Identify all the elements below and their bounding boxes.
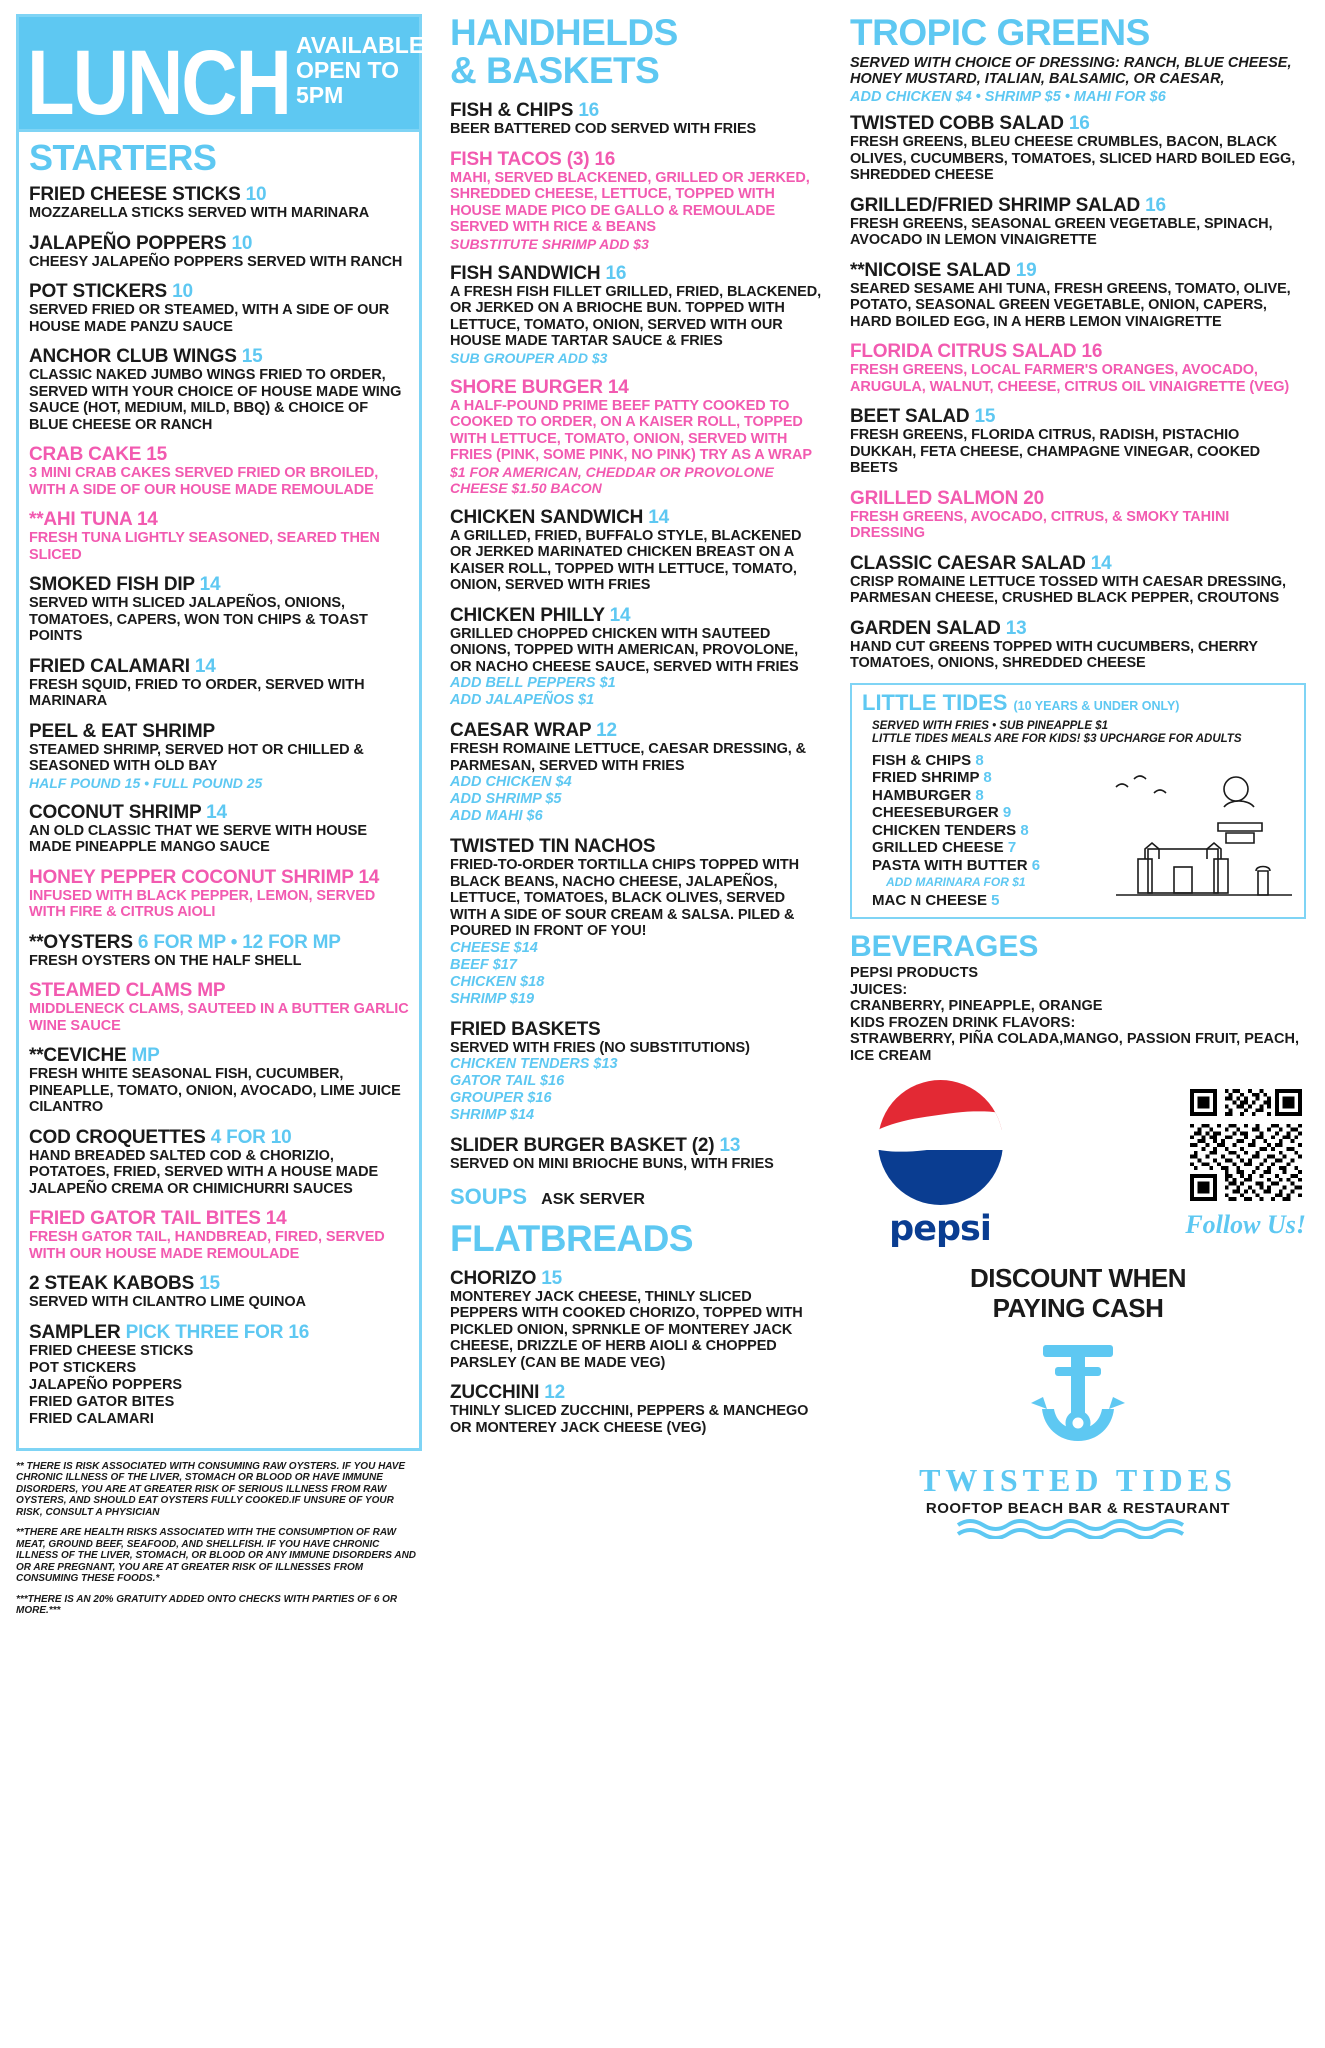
menu-item-addon: ADD SHRIMP $5 [450, 791, 562, 807]
menu-item-description: SERVED WITH CILANTRO LIME QUINOA [29, 1294, 306, 1310]
menu-item-addon: ADD MAHI $6 [450, 808, 543, 824]
menu-item [850, 341, 1306, 395]
starters-title: STARTERS [29, 137, 217, 178]
little-tides-box [850, 683, 1306, 920]
menu-item [450, 1135, 822, 1173]
menu-item-description: STEAMED SHRIMP, SERVED HOT OR CHILLED & SEASONED WITH OLD BAY [29, 741, 364, 774]
menu-item-label: BEET SALAD [850, 406, 970, 427]
menu-item-price: 14 [602, 376, 629, 398]
menu-item-description: BEER BATTERED COD SERVED WITH FRIES [450, 121, 757, 137]
menu-item [450, 605, 822, 710]
pepsi-wordmark: pepsi [889, 1209, 991, 1249]
menu-item-label: STEAMED CLAMS MP [29, 980, 226, 1001]
soups-label: SOUPS [450, 1183, 528, 1209]
menu-item [29, 509, 409, 563]
menu-item-name [29, 721, 409, 742]
menu-item-price: 16 [600, 262, 627, 284]
menu-item [850, 406, 1306, 477]
menu-item-addon: CHICKEN TENDERS $13 [450, 1056, 618, 1072]
menu-item-description: SERVED ON MINI BRIOCHE BUNS, WITH FRIES [450, 1156, 774, 1172]
menu-item-description: A GRILLED, FRIED, BUFFALO STYLE, BLACKENED OR JERKED MARINATED CHICKEN BREAST ON A KAISER ROLL, TOPPED WITH LETTUCE, TOMATO, ONION, SERVED WITH FRIES [450, 527, 802, 593]
menu-item-price: 13 [1000, 617, 1027, 639]
soups-row [450, 1184, 822, 1210]
handhelds-title-line2: & BASKETS [450, 50, 660, 91]
menu-item [29, 656, 409, 710]
little-tides-item-price: 8 [971, 751, 984, 769]
little-tides-item-name: FRIED SHRIMP [872, 769, 980, 786]
menu-item-name [450, 1382, 822, 1403]
beverages-title: BEVERAGES [850, 930, 1039, 963]
menu-item-name [850, 553, 1306, 574]
menu-item-description: MAHI, SERVED BLACKENED, GRILLED OR JERKED, SHREDDED CHEESE, LETTUCE, TOPPED WITH HOUSE MADE PICO DE GALLO & REMOULADE SERVED WITH RICE & BEANS [450, 169, 810, 235]
little-tides-item-price: 7 [1003, 839, 1017, 856]
menu-item-description: MONTEREY JACK CHEESE, THINLY SLICED PEPPERS WITH COOKED CHORIZO, TOPPED WITH PICKLED ONION, SPRNKLE OF MONTEREY JACK CHEESE, DRIZZLE OF HERB AIOLI & CHOPPED PARSLEY (CAN BE MADE VEG) [450, 1288, 803, 1371]
menu-item-name [29, 980, 409, 1001]
menu-item-addon: BEEF $17 [450, 956, 517, 973]
menu-item-description: THINLY SLICED ZUCCHINI, PEPPERS & MANCHEGO OR MONTEREY JACK CHEESE (VEG) [450, 1403, 809, 1436]
menu-item-price: 15 [536, 1267, 563, 1289]
menu-item-name [29, 656, 409, 677]
menu-item-addon: CHICKEN $18 [450, 973, 545, 990]
menu-item-name [450, 377, 822, 398]
menu-item-label: FRIED CALAMARI [29, 655, 190, 677]
menu-item-description: SERVED FRIED OR STEAMED, WITH A SIDE OF OUR HOUSE MADE PANZU SAUCE [29, 302, 390, 335]
menu-item-subnote: SUBSTITUTE SHRIMP ADD $3 [450, 235, 649, 252]
waves-icon [953, 1517, 1203, 1539]
menu-item-label: POT STICKERS [29, 281, 168, 302]
menu-item-description: MOZZARELLA STICKS SERVED WITH MARINARA [29, 205, 370, 221]
menu-item-addon: SHRIMP $19 [450, 990, 535, 1007]
menu-item-price: 16 [1140, 194, 1166, 216]
menu-item-price: 10 [226, 232, 253, 254]
menu-item-description: FRESH ROMAINE LETTUCE, CAESAR DRESSING, & PARMESAN, SERVED WITH FRIES [450, 741, 807, 774]
menu-item [450, 1019, 822, 1125]
menu-item-description: SERVED WITH SLICED JALAPEÑOS, ONIONS, TOMATOES, CAPERS, WON TON CHIPS & TOAST POINTS [29, 595, 368, 644]
sampler-choice: FRIED GATOR BITES [29, 1393, 175, 1410]
menu-item-label: SLIDER BURGER BASKET (2) [450, 1135, 715, 1156]
menu-item [850, 260, 1306, 331]
menu-item-label: CRAB CAKE [29, 444, 142, 465]
menu-item-description: FRESH GREENS, BLEU CHEESE CRUMBLES, BACON, BLACK OLIVES, CUCUMBERS, TOMATOES, SLICED HARD BOILED EGG, SHREDDED CHEESE [850, 134, 1296, 183]
menu-item-name [450, 1268, 822, 1289]
menu-item-price: 14 [189, 655, 216, 677]
menu-item-price: 16 [573, 100, 600, 121]
little-tides-item-name: FISH & CHIPS [872, 751, 972, 769]
menu-item-description: FRESH GREENS, AVOCADO, CITRUS, & SMOKY TAHINI DRESSING [850, 508, 1230, 541]
little-tides-item-name: GRILLED CHEESE [872, 839, 1004, 856]
menu-item [450, 263, 822, 366]
menu-item-label: FISH & CHIPS [450, 100, 574, 121]
menu-item [29, 184, 409, 222]
menu-item-price: 15 [194, 1273, 220, 1294]
menu-item-subnote: $1 FOR AMERICAN, CHEDDAR OR PROVOLONE CHEESE $1.50 BACON [450, 463, 774, 496]
menu-item-subnote: SUB GROUPER ADD $3 [450, 349, 608, 366]
starters-list [29, 184, 409, 1311]
menu-item-price: 14 [260, 1208, 287, 1229]
menu-item [29, 721, 409, 791]
menu-item-name [29, 932, 409, 953]
menu-item-name [450, 1135, 822, 1156]
column-left [16, 14, 436, 2034]
disclaimer-paragraph: **THERE ARE HEALTH RISKS ASSOCIATED WITH THE CONSUMPTION OF RAW MEAT, GROUND BEEF, SEAFOOD, AND SHELLFISH. IF YOU HAVE CHRONIC ILLNESS OF THE LIVER, STOMACH, OR BLOOD OR ANY IMMUNE DISORDERS AND OR ARE PREGNANT, YOU ARE AT GREATER RISK OF ILLNESSES FROM CONSUMING THESE FOODS.* [16, 1527, 417, 1584]
menu-item-name [850, 113, 1306, 134]
menu-item-addon: SHRIMP $14 [450, 1107, 535, 1123]
menu-item-label: GRILLED SALMON [850, 487, 1019, 509]
lunch-available-label: AVAILABLE [295, 32, 425, 58]
lunch-title: LUNCH [27, 30, 290, 135]
menu-item [450, 100, 822, 138]
menu-item-addon: ADD JALAPEÑOS $1 [450, 692, 595, 708]
menu-item-name [29, 184, 409, 205]
little-tides-item-price: 5 [987, 891, 1000, 909]
flatbreads-title: FLATBREADS [450, 1217, 694, 1259]
menu-item [29, 233, 409, 271]
lunch-open-to-label: OPEN TO [295, 57, 400, 83]
little-tides-age-note: (10 YEARS & UNDER ONLY) [1013, 698, 1180, 713]
little-tides-item-price: 8 [1016, 821, 1029, 839]
menu-item-description: FRESH GATOR TAIL, HANDBREAD, FIRED, SERVED WITH OUR HOUSE MADE REMOULADE [29, 1229, 385, 1262]
menu-item-label: **NICOISE SALAD [850, 259, 1011, 281]
menu-item-addon: ADD BELL PEPPERS $1 [450, 675, 616, 691]
menu-item-price: 16 [1076, 341, 1103, 362]
logo-name: TWISTED TIDES [919, 1462, 1237, 1498]
sampler-price: PICK THREE FOR 16 [125, 1321, 310, 1343]
menu-item-name [850, 618, 1306, 639]
menu-item-name [29, 1208, 409, 1229]
menu-item [29, 574, 409, 645]
beverage-line: JUICES: [850, 981, 908, 998]
menu-item-description: FRESH SQUID, FRIED TO ORDER, SERVED WITH MARINARA [29, 676, 365, 709]
menu-item-price: 14 [643, 506, 669, 528]
column-right [836, 14, 1306, 2034]
menu-item [29, 1045, 409, 1116]
menu-item-name [850, 406, 1306, 427]
menu-item-name [450, 149, 822, 170]
sampler-choice: JALAPEÑO POPPERS [29, 1376, 183, 1393]
menu-item-name [29, 233, 409, 254]
menu-item-price: 15 [969, 406, 996, 427]
menu-item-label: FRIED CHEESE STICKS [29, 184, 241, 205]
menu-item [450, 720, 822, 825]
little-tides-sub2: LITTLE TIDES MEALS ARE FOR KIDS! $3 UPCHARGE FOR ADULTS [872, 732, 1242, 745]
starters-panel [16, 132, 422, 1451]
menu-item [29, 980, 409, 1034]
menu-item-name [450, 263, 822, 284]
menu-item [29, 1208, 409, 1262]
menu-item-label: CAESAR WRAP [450, 720, 592, 741]
menu-item-label: CHORIZO [450, 1267, 537, 1289]
little-tides-item-price: 9 [998, 804, 1012, 821]
menu-item-price: 12 [539, 1382, 565, 1403]
menu-item [450, 507, 822, 594]
disclaimer-paragraph: ***THERE IS AN 20% GRATUITY ADDED ONTO CHECKS WITH PARTIES OF 6 OR MORE.*** [16, 1593, 398, 1616]
menu-item-price: 20 [1018, 487, 1045, 509]
menu-item-label: ANCHOR CLUB WINGS [29, 346, 237, 367]
menu-item-label: JALAPEÑO POPPERS [29, 232, 227, 254]
menu-item-price: 10 [167, 281, 193, 302]
little-tides-item-name: MAC N CHEESE [872, 891, 988, 909]
little-tides-item-name: HAMBURGER [872, 786, 972, 804]
menu-item-name [850, 488, 1306, 509]
greens-dressing-note: SERVED WITH CHOICE OF DRESSING: RANCH, BLUE CHEESE, HONEY MUSTARD, ITALIAN, BALSAMIC, OR CAESAR, [850, 55, 1292, 87]
menu-item-description: FRESH GREENS, SEASONAL GREEN VEGETABLE, SPINACH, AVOCADO IN LEMON VINAIGRETTE [850, 215, 1273, 248]
little-tides-item-price: 8 [979, 769, 992, 786]
menu-item-name [29, 1045, 409, 1066]
menu-item-label: FRIED BASKETS [450, 1018, 601, 1040]
lunch-time-label: 5PM [295, 82, 344, 108]
menu-item-label: ZUCCHINI [450, 1382, 540, 1403]
menu-item-price: 15 [236, 346, 263, 367]
handhelds-title-line1: HANDHELDS [450, 12, 678, 53]
menu-item-description: SEARED SESAME AHI TUNA, FRESH GREENS, TOMATO, OLIVE, POTATO, SEASONAL GREEN VEGETABLE, ONION, CAPERS, HARD BOILED EGG, IN A HERB LEMON VINAIGRETTE [850, 280, 1291, 330]
pepsi-logo [850, 1080, 1030, 1249]
menu-item-name [450, 836, 822, 857]
menu-item [450, 377, 822, 496]
menu-item-label: HONEY PEPPER COCONUT SHRIMP [29, 866, 354, 888]
menu-item [29, 867, 409, 921]
menu-columns [16, 14, 1309, 2034]
menu-item [850, 113, 1306, 184]
menu-item-label: SHORE BURGER [450, 376, 603, 398]
menu-item-label: FISH SANDWICH [450, 262, 601, 284]
menu-item-name [450, 100, 822, 121]
little-tides-subnotes [872, 720, 1296, 746]
sampler-choice: FRIED CHEESE STICKS [29, 1342, 194, 1359]
menu-item-description: CLASSIC NAKED JUMBO WINGS FRIED TO ORDER, SERVED WITH YOUR CHOICE OF HOUSE MADE WING SAUCE (HOT, MEDIUM, MILD, BBQ) & CHOICE OF BLUE CHEESE OR RANCH [29, 367, 402, 433]
menu-item-name [450, 507, 822, 528]
menu-item-description: 3 MINI CRAB CAKES SERVED FRIED OR BROILED, WITH A SIDE OF OUR HOUSE MADE REMOULADE [29, 465, 379, 498]
sampler-label: SAMPLER [29, 1321, 121, 1343]
handhelds-list [450, 100, 822, 1173]
menu-item-name [850, 260, 1306, 281]
menu-item-description: A HALF-POUND PRIME BEEF PATTY COOKED TO COOKED TO ORDER, ON A KAISER ROLL, TOPPED WITH LETTUCE, TOMATO, ONION, SERVED WITH FRIES (PINK, SOME PINK, NO PINK) TRY AS A WRAP [450, 397, 812, 463]
menu-item-addon: GATOR TAIL $16 [450, 1073, 565, 1089]
sampler-choice: FRIED CALAMARI [29, 1410, 154, 1427]
menu-item-price: 16 [1063, 113, 1090, 134]
little-tides-item-note: ADD MARINARA FOR $1 [886, 875, 1026, 889]
menu-item-addon: GROUPER $16 [450, 1090, 552, 1106]
menu-item-price: 13 [714, 1135, 741, 1156]
menu-item [29, 1127, 409, 1198]
menu-item-name [850, 341, 1306, 362]
menu-item-description: CRISP ROMAINE LETTUCE TOSSED WITH CAESAR DRESSING, PARMESAN CHEESE, CRUSHED BLACK PEPPER, CROUTONS [850, 573, 1286, 606]
menu-item-price: 15 [141, 444, 168, 465]
beverage-line: STRAWBERRY, PIÑA COLADA,MANGO, PASSION FRUIT, PEACH, ICE CREAM [850, 1031, 1299, 1064]
lunch-availability [296, 33, 424, 108]
menu-item-label: SMOKED FISH DIP [29, 574, 195, 595]
menu-item-label: **CEVICHE [29, 1045, 127, 1066]
greens-title: TROPIC GREENS [850, 12, 1150, 53]
menu-item-label: PEEL & EAT SHRIMP [29, 720, 215, 742]
little-tides-title [862, 691, 1296, 718]
lunch-header [16, 14, 425, 135]
menu-item [450, 1268, 822, 1372]
qr-code-icon[interactable] [1190, 1089, 1302, 1201]
greens-addons: ADD CHICKEN $4 • SHRIMP $5 • MAHI FOR $6 [850, 89, 1166, 105]
menu-item [850, 488, 1306, 542]
cash-discount-note [850, 1263, 1306, 1323]
little-tides-item-name: CHICKEN TENDERS [872, 821, 1017, 839]
menu-item-description: FRESH WHITE SEASONAL FISH, CUCUMBER, PINEAPLLE, TOMATO, ONION, AVOCADO, LIME JUICE CILANTRO [29, 1066, 401, 1115]
menu-item [850, 618, 1306, 672]
menu-item-name [29, 509, 409, 530]
menu-item-description: FRIED-TO-ORDER TORTILLA CHIPS TOPPED WITH BLACK BEANS, NACHO CHEESE, JALAPEÑOS, LETTUCE, TOMATOES, BLACK OLIVES, SERVED WITH A SIDE OF SOUR CREAM & SALSA. PILED & POURED IN FRONT OF YOU! [450, 857, 800, 939]
little-tides-label: LITTLE TIDES [862, 689, 1008, 715]
menu-item-description: FRESH GREENS, FLORIDA CITRUS, RADISH, PISTACHIO DUKKAH, FETA CHEESE, CHAMPAGNE VINEGAR, COOKED BEETS [850, 427, 1261, 476]
soups-value: ASK SERVER [541, 1190, 645, 1208]
menu-item-label: CHICKEN PHILLY [450, 604, 605, 626]
beverage-line: KIDS FROZEN DRINK FLAVORS: [850, 1014, 1076, 1031]
beverage-line: PEPSI PRODUCTS [850, 965, 979, 981]
menu-item-addon: CHEESE $14 [450, 939, 538, 956]
menu-item-description: HAND CUT GREENS TOPPED WITH CUCUMBERS, CHERRY TOMATOES, ONIONS, SHREDDED CHEESE [850, 638, 1258, 671]
discount-line1: DISCOUNT WHEN [970, 1263, 1186, 1293]
follow-us-block [1185, 1089, 1306, 1240]
menu-item-name [450, 605, 822, 626]
menu-item-label: FRIED GATOR TAIL BITES [29, 1208, 261, 1229]
menu-item-name [450, 1019, 822, 1040]
sampler-name [29, 1322, 409, 1343]
pepsi-ball-icon [878, 1080, 1003, 1205]
menu-item-description: FRESH OYSTERS ON THE HALF SHELL [29, 952, 302, 969]
menu-item-label: **OYSTERS [29, 931, 133, 953]
menu-item-description: A FRESH FISH FILLET GRILLED, FRIED, BLACKENED, OR JERKED ON A BRIOCHE BUN. TOPPED WITH LETTUCE, TOMATO, ONION, SERVED WITH OUR HOUSE MADE TARTAR SAUCE & FRIES [450, 283, 822, 349]
flatbreads-list [450, 1268, 822, 1437]
menu-item-description: FRESH TUNA LIGHTLY SEASONED, SEARED THEN SLICED [29, 530, 380, 563]
menu-item [450, 836, 822, 1008]
menu-item-label: CHICKEN SANDWICH [450, 506, 644, 528]
menu-item-price: 10 [240, 184, 267, 205]
restaurant-logo [850, 1337, 1306, 1544]
sampler-choice: POT STICKERS [29, 1359, 137, 1376]
menu-item [29, 802, 409, 856]
menu-item [29, 346, 409, 433]
menu-item-price: MP [126, 1045, 160, 1066]
menu-item-label: COD CROQUETTES [29, 1126, 206, 1148]
sampler-item [29, 1322, 409, 1428]
menu-item-price: 6 FOR MP • 12 FOR MP [132, 931, 341, 953]
menu-item-price: 19 [1010, 259, 1037, 281]
menu-item-price: 16 [589, 148, 616, 170]
menu-item-price: 14 [131, 509, 158, 530]
menu-item-label: FISH TACOS (3) [450, 148, 590, 170]
menu-item [29, 1273, 409, 1311]
menu-item-name [450, 720, 822, 741]
beverage-line: CRANBERRY, PINEAPPLE, ORANGE [850, 998, 1103, 1014]
logo-tagline: ROOFTOP BEACH BAR & RESTAURANT [925, 1500, 1231, 1517]
menu-item-description: MIDDLENECK CLAMS, SAUTEED IN A BUTTER GARLIC WINE SAUCE [29, 1001, 409, 1034]
menu-item-price: 14 [194, 574, 221, 595]
anchor-logo-icon [1003, 1337, 1153, 1457]
menu-item-price: 12 [591, 720, 617, 741]
menu-item-label: FLORIDA CITRUS SALAD [850, 341, 1077, 362]
menu-item-name [29, 444, 409, 465]
menu-item-description: FRESH GREENS, LOCAL FARMER'S ORANGES, AVOCADO, ARUGULA, WALNUT, CHEESE, CITRUS OIL VINAIGRETTE (VEG) [850, 362, 1290, 395]
menu-item-description: HAND BREADED SALTED COD & CHORIZIO, POTATOES, FRIED, SERVED WITH A HOUSE MADE JALAPEÑO CREMA OR CHIMICHURRI SAUCES [29, 1147, 379, 1197]
follow-us-label: Follow Us! [1185, 1210, 1306, 1239]
menu-item-price: 14 [353, 866, 380, 888]
little-tides-item-price: 6 [1027, 856, 1041, 874]
disclaimer-paragraph: ** THERE IS RISK ASSOCIATED WITH CONSUMING RAW OYSTERS. IF YOU HAVE CHRONIC ILLNESS OF THE LIVER, STOMACH OR BLOOD OR HAVE IMMUNE DISORDERS, YOU ARE AT GREATER RISK OF SERIOUS ILLNESS FROM RAW OYSTERS, AND SHOULD EAT OYSTERS FULLY COOKED.IF UNSURE OF YOUR RISK, CONSULT A PHYSICIAN [16, 1460, 406, 1518]
little-tides-item-name: CHEESEBURGER [872, 804, 999, 821]
menu-item-description: AN OLD CLASSIC THAT WE SERVE WITH HOUSE MADE PINEAPPLE MANGO SAUCE [29, 822, 367, 855]
menu-item-label: 2 STEAK KABOBS [29, 1273, 195, 1294]
menu-item-label: CLASSIC CAESAR SALAD [850, 552, 1086, 574]
menu-item-description: SERVED WITH FRIES (NO SUBSTITUTIONS) [450, 1039, 750, 1056]
greens-list [850, 113, 1306, 672]
menu-item-label: TWISTED COBB SALAD [850, 113, 1064, 134]
menu-item-label: COCONUT SHRIMP [29, 801, 202, 823]
discount-line2: PAYING CASH [992, 1293, 1164, 1323]
menu-item-price: 4 FOR 10 [205, 1126, 292, 1148]
menu-item [450, 149, 822, 252]
column-middle [436, 14, 836, 2034]
menu-item-name [29, 802, 409, 823]
menu-item-label: TWISTED TIN NACHOS [450, 836, 656, 857]
menu-item [850, 195, 1306, 249]
menu-item-description: CHEESY JALAPEÑO POPPERS SERVED WITH RANCH [29, 253, 403, 270]
menu-item-label: GRILLED/FRIED SHRIMP SALAD [850, 194, 1141, 216]
menu-item-price: 14 [1085, 552, 1112, 574]
little-tides-sub1: SERVED WITH FRIES • SUB PINEAPPLE $1 [872, 719, 1108, 732]
menu-item-label: **AHI TUNA [29, 509, 132, 530]
menu-item-name [29, 574, 409, 595]
menu-item-subnote: HALF POUND 15 • FULL POUND 25 [29, 774, 263, 791]
menu-item-price: 14 [604, 604, 631, 626]
pepsi-qr-row [850, 1080, 1306, 1249]
little-tides-item-price: 8 [971, 786, 984, 804]
menu-item-label: GARDEN SALAD [850, 617, 1001, 639]
menu-item-name [29, 1273, 409, 1294]
menu-item-name [29, 346, 409, 367]
disclaimers [16, 1461, 422, 1617]
menu-item [450, 1382, 822, 1436]
menu-item-addon: ADD CHICKEN $4 [450, 774, 572, 790]
menu-item-name [29, 281, 409, 302]
sandcastle-illustration [1108, 763, 1298, 913]
menu-item-description: INFUSED WITH BLACK PEPPER, LEMON, SERVED WITH FIRE & CITRUS AIOLI [29, 887, 376, 920]
little-tides-item-name: PASTA WITH BUTTER [872, 856, 1028, 874]
menu-item [29, 281, 409, 335]
menu-item-description: GRILLED CHOPPED CHICKEN WITH SAUTEED ONIONS, TOPPED WITH AMERICAN, PROVOLONE, OR NACHO CHEESE SAUCE, SERVED WITH FRIES [450, 625, 799, 675]
menu-item [850, 553, 1306, 607]
handhelds-title [450, 14, 822, 90]
menu-item-name [850, 195, 1306, 216]
menu-item-name [29, 867, 409, 888]
beverages-lines [850, 965, 1306, 1064]
menu-item-price: 14 [201, 801, 227, 823]
menu-item [29, 932, 409, 970]
menu-item-name [29, 1127, 409, 1148]
menu-item [29, 444, 409, 498]
sampler-choices [29, 1343, 409, 1428]
